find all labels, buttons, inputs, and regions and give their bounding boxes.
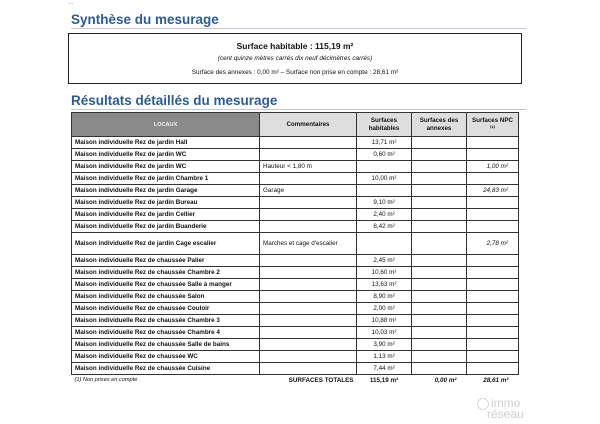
cell-comment [260,221,357,233]
cell-habitable [357,161,412,173]
cell-habitable: 9,10 m² [357,197,412,209]
cell-npc [467,255,519,267]
cell-annexe [412,339,467,351]
cell-annexe [412,279,467,291]
cell-npc [467,363,519,375]
cell-local: Maison individuelle Rez de chaussée Chambre 4 [72,327,260,339]
cell-comment [260,197,357,209]
measurement-table [71,112,519,386]
cell-annexe [412,255,467,267]
cell-habitable [357,233,412,255]
table-header-row [72,113,519,137]
cell-local: Maison individuelle Rez de jardin Cage escalier [72,233,260,255]
cell-local: Maison individuelle Rez de jardin WC [72,149,260,161]
cell-local: Maison individuelle Rez de chaussée WC [72,351,260,363]
cell-npc [467,351,519,363]
cell-npc [467,303,519,315]
cell-habitable: 8,90 m² [357,291,412,303]
cell-local: Maison individuelle Rez de chaussée Salle à manger [72,279,260,291]
table-row [72,197,519,209]
cell-comment [260,363,357,375]
cell-local: Maison individuelle Rez de jardin Garage [72,185,260,197]
footnote: (1) Non prises en compte [74,377,138,383]
surface-in-words: (cent quinze mètres carrés dix neuf décimètres carrés) [217,55,373,62]
cell-comment [260,209,357,221]
table-row [72,173,519,185]
cell-npc [467,291,519,303]
cell-npc [467,267,519,279]
cell-comment [260,291,357,303]
col-header-surfaces-habitables: Surfaces habitables [357,113,412,137]
cell-annexe [412,209,467,221]
cell-npc [467,149,519,161]
cell-comment [260,351,357,363]
cell-local: Maison individuelle Rez de jardin Bureau [72,197,260,209]
col-header-locaux: LOCAUX [72,113,260,137]
cell-npc [467,327,519,339]
cell-habitable: 10,00 m² [357,173,412,185]
cell-local: Maison individuelle Rez de jardin Buanderie [72,221,260,233]
table-row [72,149,519,161]
cell-npc [467,279,519,291]
cell-npc [467,339,519,351]
cell-comment: Marches et cage d'escalier [260,233,357,255]
cell-npc: 1,00 m² [467,161,519,173]
cell-habitable: 2,40 m² [357,209,412,221]
table-row [72,233,519,255]
cell-habitable: 2,00 m² [357,303,412,315]
cell-annexe [412,315,467,327]
cell-local: Maison individuelle Rez de chaussée Couloir [72,303,260,315]
cell-comment [260,315,357,327]
cell-local: Maison individuelle Rez de chaussée Palier [72,255,260,267]
table-row [72,137,519,149]
cell-habitable [357,185,412,197]
cell-local: Maison individuelle Rez de jardin Hall [72,137,260,149]
detail-heading: Résultats détaillés du mesurage [71,93,278,108]
col-header-commentaires: Commentaires [260,113,357,137]
total-habitable: 115,19 m² [369,377,399,384]
cell-annexe [412,137,467,149]
surface-habitable-total: Surface habitable : 115,19 m² [236,41,354,51]
cell-comment [260,267,357,279]
cell-annexe [412,267,467,279]
table-row [72,315,519,327]
table-row [72,209,519,221]
table-row [72,303,519,315]
cell-annexe [412,197,467,209]
table-row [72,327,519,339]
cell-annexe [412,327,467,339]
annex-surface-line: Surface des annexes : 0,00 m² – Surface non prise en compte : 28,61 m² [191,69,399,76]
cell-habitable: 1,13 m² [357,351,412,363]
total-npc: 28,61 m² [483,377,509,384]
cell-annexe [412,161,467,173]
summary-box [68,33,522,84]
cell-habitable: 10,60 m² [357,267,412,279]
cell-npc [467,137,519,149]
cell-npc [467,173,519,185]
cell-annexe [412,303,467,315]
cell-annexe [412,233,467,255]
heading-rule [71,109,526,110]
cell-habitable: 0,60 m² [357,149,412,161]
heading-rule [71,28,526,29]
cell-local: Maison individuelle Rez de chaussée Salon [72,291,260,303]
cell-comment [260,327,357,339]
col-header-surfaces-npc: Surfaces NPC ⁽¹⁾ [467,113,519,137]
table-row [72,351,519,363]
cell-comment: Garage [260,185,357,197]
cell-annexe [412,363,467,375]
cell-annexe [412,173,467,185]
cell-npc [467,221,519,233]
watermark-line1: immo [491,396,521,411]
table-row [72,221,519,233]
table-row [72,279,519,291]
cell-npc [467,197,519,209]
table-row [72,255,519,267]
cell-habitable: 2,45 m² [357,255,412,267]
cell-habitable: 8,42 m² [357,221,412,233]
cell-comment [260,339,357,351]
table-row [72,339,519,351]
cell-local: Maison individuelle Rez de chaussée Salle de bains [72,339,260,351]
cell-habitable: 3,90 m² [357,339,412,351]
cell-annexe [412,185,467,197]
cell-habitable: 13,63 m² [357,279,412,291]
cell-local: Maison individuelle Rez de chaussée Chambre 3 [72,315,260,327]
cell-local: Maison individuelle Rez de jardin WC [72,161,260,173]
cell-annexe [412,351,467,363]
col-header-surfaces-annexes: Surfaces des annexes [412,113,467,137]
synthese-heading: Synthèse du mesurage [71,12,219,27]
watermark-logo [477,396,524,421]
cell-habitable: 13,71 m² [357,137,412,149]
cell-comment [260,303,357,315]
cell-local: Maison individuelle Rez de jardin Chambre 1 [72,173,260,185]
table-row [72,185,519,197]
cell-comment [260,255,357,267]
table-row [72,161,519,173]
table-row [72,291,519,303]
cell-annexe [412,221,467,233]
cell-comment [260,149,357,161]
cell-npc: 24,83 m² [467,185,519,197]
cell-comment [260,137,357,149]
cell-local: Maison individuelle Rez de jardin Cellier [72,209,260,221]
cell-npc [467,209,519,221]
table-row [72,267,519,279]
cell-local: Maison individuelle Rez de chaussée Cuisine [72,363,260,375]
cropped-text-fragment: ... [68,0,74,6]
total-annexes: 0,00 m² [434,377,457,384]
cell-annexe [412,149,467,161]
cell-comment [260,173,357,185]
totals-row [72,375,519,387]
table-row [72,363,519,375]
cell-comment [260,279,357,291]
cell-comment: Hauteur < 1,80 m [260,161,357,173]
cell-local: Maison individuelle Rez de chaussée Chambre 2 [72,267,260,279]
watermark-line2: réseau [487,407,524,421]
cell-habitable: 10,88 m² [357,315,412,327]
cell-annexe [412,291,467,303]
cell-npc: 2,78 m² [467,233,519,255]
cell-npc [467,315,519,327]
cell-habitable: 7,44 m² [357,363,412,375]
cell-habitable: 10,03 m² [357,327,412,339]
totals-label: SURFACES TOTALES [288,377,354,384]
